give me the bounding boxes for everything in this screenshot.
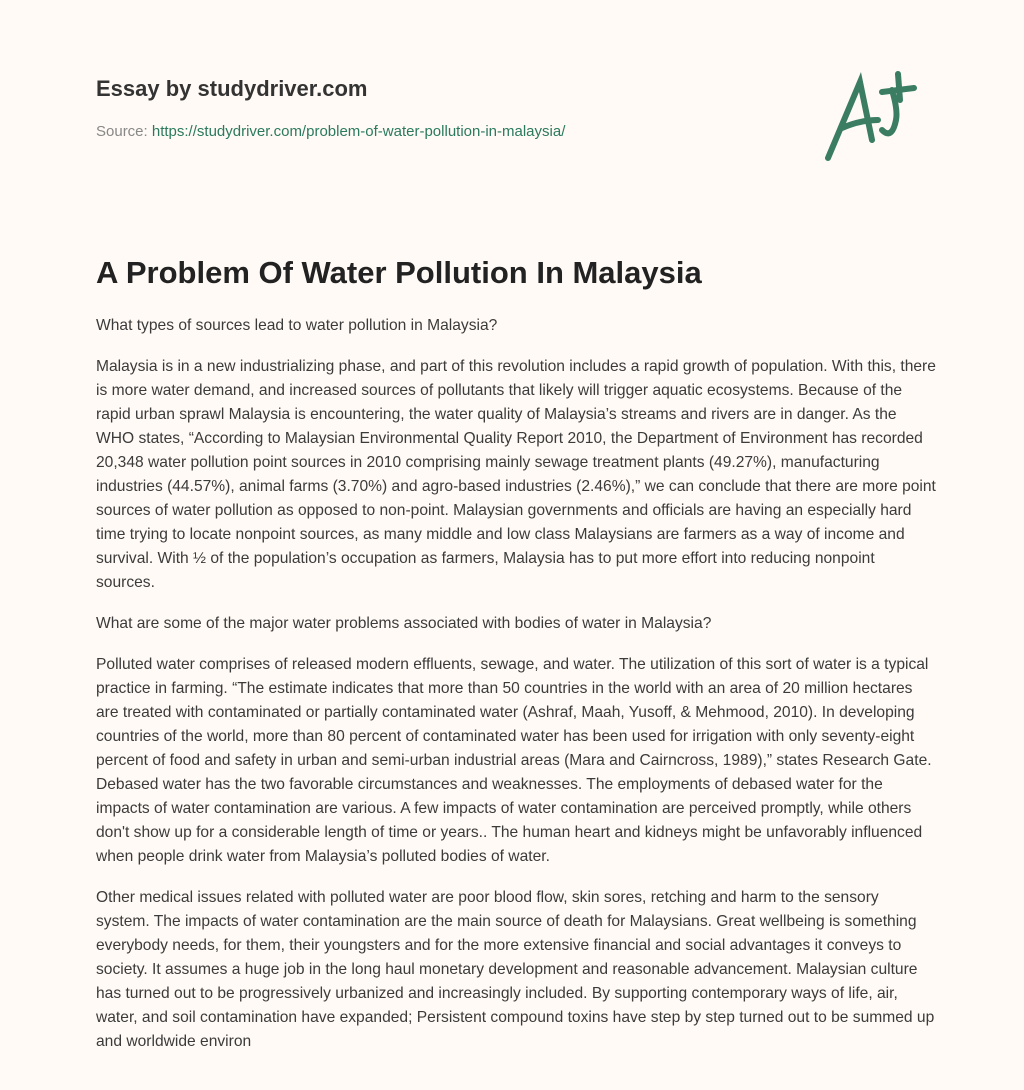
paragraph-1: Malaysia is in a new industrializing phase, and part of this revolution includes a rapid growth of population. With this, there is more water demand, and increased sources of pollutants that likely will trigger aquatic ecosystems. Because of the rapid urban sprawl Malaysia is encountering, the water quality of Malaysia’s streams and rivers are in danger. As the WHO states, “According to Malaysian Environmental Quality Report 2010, the Department of Environment has recorded 20,348 water pollution point sources in 2010 comprising mainly sewage treatment plants (49.27%), manufacturing industries (44.57%), animal farms (3.70%) and agro-based industries (2.46%),” we can conclude that there are more point sources of water pollution as opposed to non-point. Malaysian governments and officials are having an especially hard time trying to locate nonpoint sources, as many middle and low class Malaysians are farmers as a way of income and survival. With ½ of the population’s occupation as farmers, Malaysia has to put more effort into reducing nonpoint sources.	[96, 358, 936, 591]
question-1: What types of sources lead to water pollution in Malaysia?	[96, 317, 498, 334]
source-link[interactable]: https://studydriver.com/problem-of-water-pollution-in-malaysia/	[151, 123, 566, 140]
essay-title-heading: A Problem Of Water Pollution In Malaysia	[96, 255, 702, 290]
a-plus-logo	[820, 70, 930, 170]
question-2: What are some of the major water problems associated with bodies of water in Malaysia?	[96, 615, 712, 632]
essay-body	[96, 314, 936, 1071]
paragraph-3: Other medical issues related with polluted water are poor blood flow, skin sores, retching and harm to the sensory system. The impacts of water contamination are the main source of death for Malaysians. Great wellbeing is something everybody needs, for them, their youngsters and for the more extensive financial and social advantages it conveys to society. It assumes a huge job in the long haul monetary development and reasonable advancement. Malaysian culture has turned out to be progressively urbanized and increasingly included. By supporting contemporary ways of life, air, water, and soil contamination have expanded; Persistent compound toxins have step by step turned out to be summed up and worldwide environ	[96, 889, 935, 1050]
source-label: Source:	[96, 123, 148, 140]
source-line	[96, 123, 565, 140]
site-title: Essay by studydriver.com	[96, 76, 368, 101]
paragraph-2: Polluted water comprises of released modern effluents, sewage, and water. The utilization of this sort of water is a typical practice in farming. “The estimate indicates that more than 50 countries in the world with an area of 20 million hectares are treated with contaminated or partially contaminated water (Ashraf, Maah, Yusoff, & Mehmood, 2010). In developing countries of the world, more than 80 percent of contaminated water has been used for irrigation with only seventy-eight percent of food and safety in urban and semi-urban industrial areas (Mara and Cairncross, 1989),” states Research Gate. Debased water has the two favorable circumstances and weaknesses. The employments of debased water for the impacts of water contamination are various. A few impacts of water contamination are perceived promptly, while others don't show up for a considerable length of time or years.. The human heart and kidneys might be unfavorably influenced when people drink water from Malaysia’s polluted bodies of water.	[96, 656, 932, 865]
